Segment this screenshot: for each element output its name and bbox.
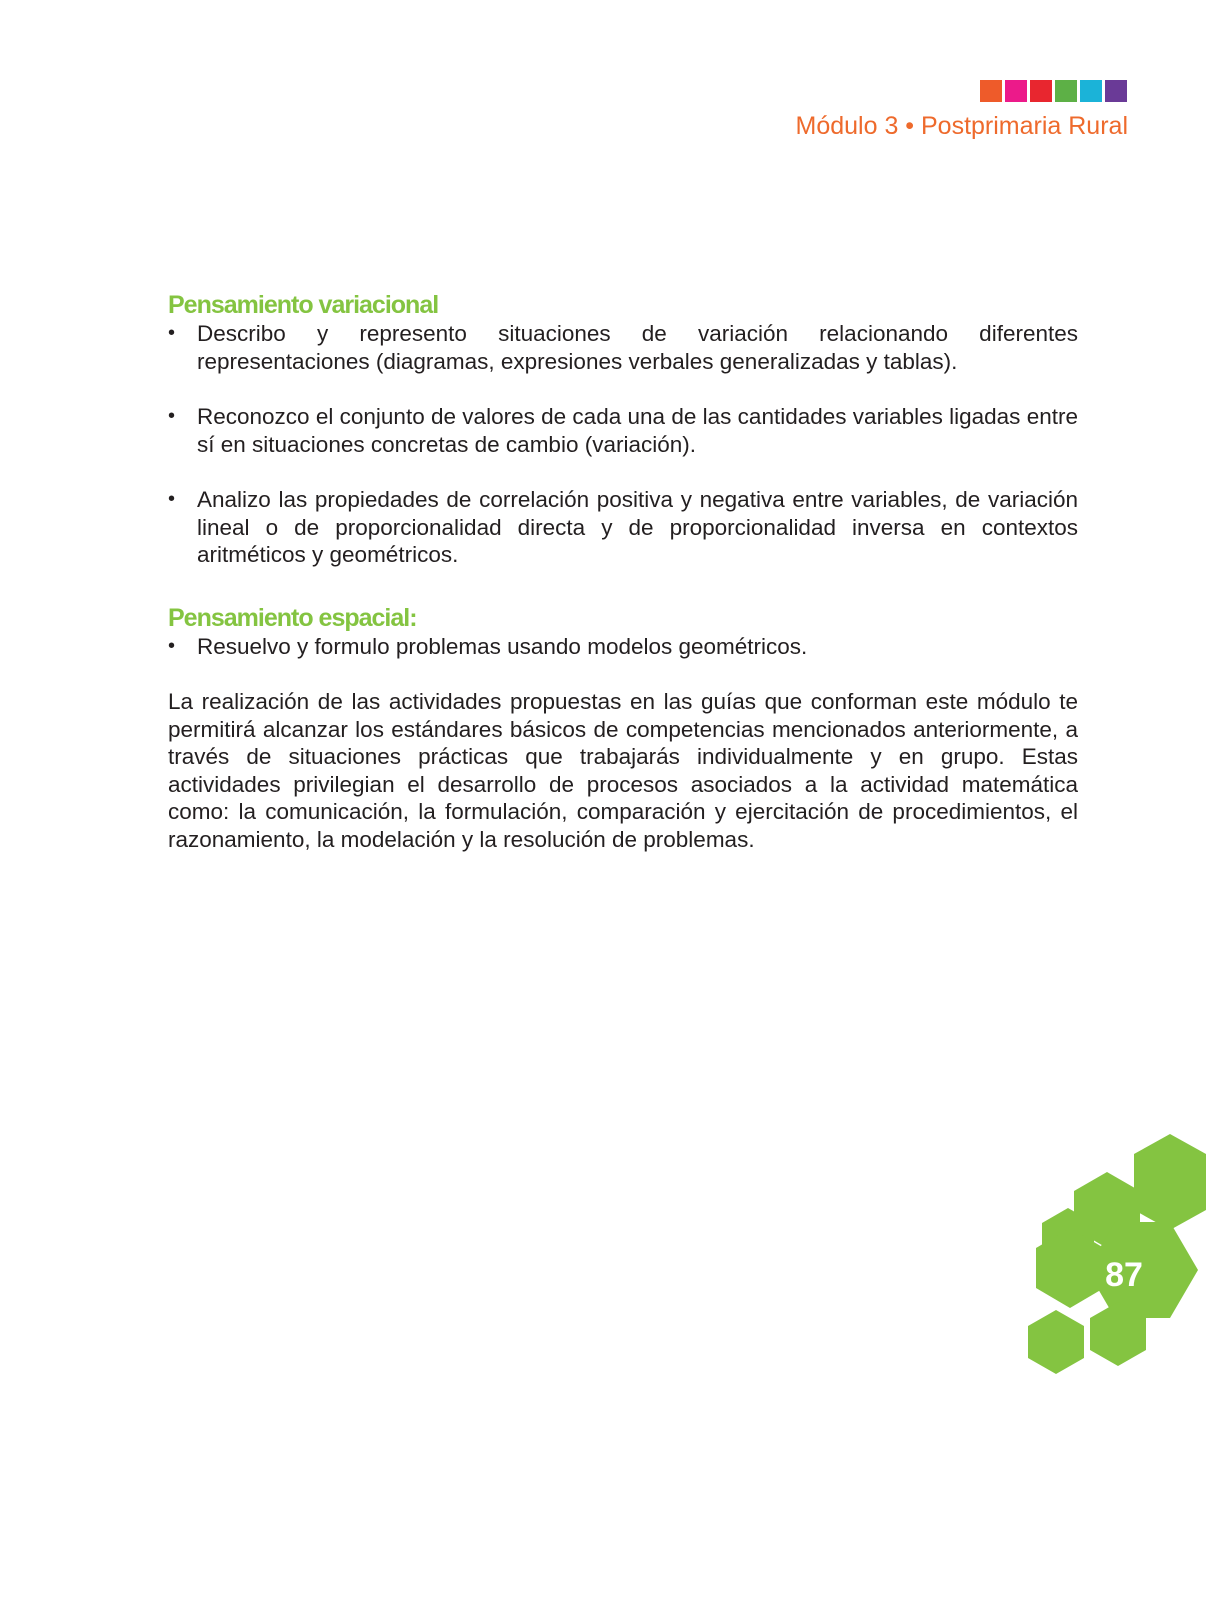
section-heading-espacial: Pensamiento espacial:: [168, 603, 417, 632]
body-paragraph: La realización de las actividades propuestas en las guías que conforman este módulo te permitirá alcanzar los estándares básicos de competencias mencionados anteriormente, a través de situaciones prácticas que trabajarás individualmente y en grupo. Estas actividades privilegian el desarrollo de procesos asociados a la actividad matemática como: la comunicación, la formulación, comparación y ejercitación de procedimientos, el razonamiento, la modelación y la resolución de problemas.: [168, 689, 1078, 852]
bullet-list-variacional: [168, 320, 1078, 569]
hexagon-shape: [1028, 1310, 1084, 1374]
color-square-red: [1030, 80, 1052, 102]
page-content: [168, 290, 1078, 853]
list-item: • Analizo las propiedades de correlación positiva y negativa entre variables, de variación lineal o de proporcionalidad directa y de proporcionalidad inversa en contextos aritméticos y geométricos.: [168, 486, 1078, 569]
module-header-title: Módulo 3 • Postprimaria Rural: [795, 112, 1128, 140]
color-square-cyan: [1080, 80, 1102, 102]
color-square-magenta: [1005, 80, 1027, 102]
list-item: • Describo y represento situaciones de variación relacionando diferentes representaciones (diagramas, expresiones verbales generalizadas y tablas).: [168, 320, 1078, 375]
header-color-strip: [980, 80, 1127, 102]
section-heading-variacional: Pensamiento variacional: [168, 291, 439, 319]
page-number: 87: [1105, 1256, 1143, 1294]
bullet-list-espacial: [168, 633, 1078, 661]
color-square-green: [1055, 80, 1077, 102]
color-square-purple: [1105, 80, 1127, 102]
list-item: • Resuelvo y formulo problemas usando modelos geométricos.: [168, 633, 1078, 661]
hexagon-shape: [1134, 1134, 1206, 1230]
color-square-orange: [980, 80, 1002, 102]
list-item: • Reconozco el conjunto de valores de cada una de las cantidades variables ligadas entre sí en situaciones concretas de cambio (variación).: [168, 403, 1078, 458]
